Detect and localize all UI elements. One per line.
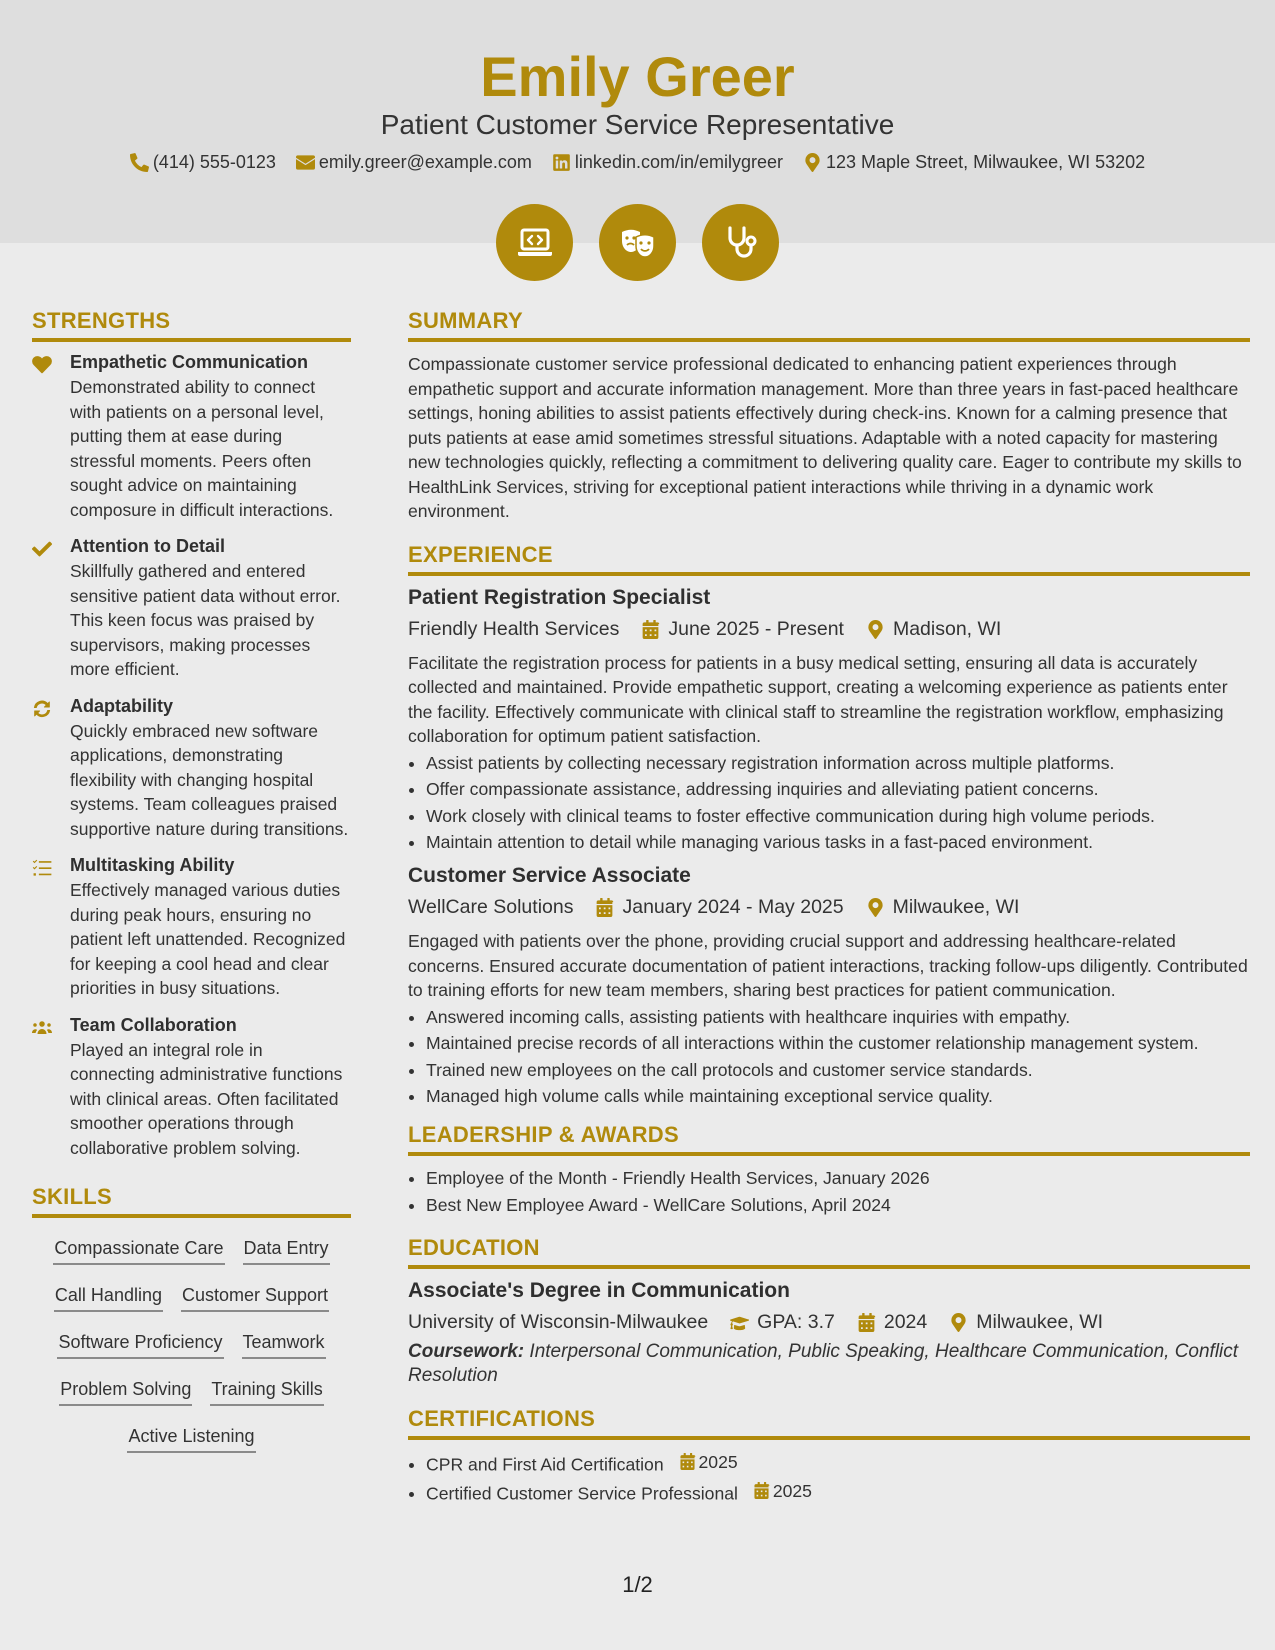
right-column [408, 308, 1250, 1515]
job-location: Milwaukee, WI [892, 896, 1020, 918]
strength-text: Played an integral role in connecting administrative functions with clinical areas. Often facilitated smoother operations through collaborative problem solving. [70, 1039, 343, 1158]
strength-item [32, 352, 351, 522]
job-bullets [408, 1005, 1250, 1109]
certifications-title: CERTIFICATIONS [408, 1406, 1250, 1440]
strengths-title: STRENGTHS [32, 308, 351, 342]
contact-linkedin[interactable] [552, 152, 783, 173]
skill-tag: Customer Support [181, 1283, 329, 1312]
theater-masks-badge [599, 204, 676, 281]
strength-text: Effectively managed various duties during peak hours, ensuring no patient left unattended. Recognized for keeping a cool head and clear priorities in busy situations. [70, 880, 346, 998]
strength-item [32, 1015, 351, 1161]
graduation-year: 2024 [883, 1310, 928, 1333]
map-marker-icon [866, 898, 885, 917]
skill-tag: Teamwork [242, 1330, 326, 1359]
job-title: Customer Service Associate [408, 864, 691, 887]
job-entry [408, 586, 1250, 855]
calendar-icon [857, 1313, 876, 1332]
job-location: Madison, WI [892, 617, 1002, 640]
skill-tag: Data Entry [243, 1236, 330, 1265]
page-number: 1/2 [622, 1572, 653, 1597]
job-bullet: • Maintained precise records of all interactions within the customer relationship management system. [426, 1031, 1250, 1055]
calendar-icon [595, 898, 614, 917]
map-marker-icon [866, 620, 885, 639]
job-meta [408, 618, 1250, 641]
award-item: • Best New Employee Award - WellCare Solutions, April 2024 [426, 1193, 1250, 1217]
tasks-icon [32, 858, 52, 878]
coursework-text: Interpersonal Communication, Public Speaking, Healthcare Communication, Conflict Resolution [408, 1340, 1239, 1386]
contact-phone[interactable] [130, 152, 276, 173]
job-description: Facilitate the registration process for patients in a busy medical setting, ensuring all data is accurately collected and maintained. Provide empathetic support, creating a welcoming experience as patients enter the facility. Effectively communicate with clinical staff to streamline the registration workflow, emphasizing collaboration for optimum patient satisfaction. [408, 652, 1228, 746]
strength-title: Multitasking Ability [70, 855, 235, 875]
email-text: emily.greer@example.com [318, 152, 532, 172]
awards-list [408, 1166, 1250, 1217]
coursework-label: Coursework: [408, 1340, 525, 1362]
laptop-code-badge [496, 204, 573, 281]
education-meta [408, 1311, 1250, 1334]
strength-item [32, 696, 351, 842]
skill-tag: Problem Solving [59, 1377, 192, 1406]
strength-text: Quickly embraced new software applications, demonstrating flexibility with changing hospital systems. Team colleagues praised supportive nature during transitions. [70, 720, 349, 839]
skill-tag: Active Listening [127, 1424, 255, 1453]
phone-text: (414) 555-0123 [152, 152, 276, 172]
skills-list [32, 1232, 351, 1453]
phone-icon [130, 153, 149, 172]
certification-date [753, 1479, 812, 1503]
contact-bar [0, 152, 1275, 173]
job-bullet: • Managed high volume calls while maintaining exceptional service quality. [426, 1084, 1250, 1108]
certification-item [426, 1450, 1250, 1477]
strength-title: Adaptability [70, 695, 174, 716]
map-marker-icon [803, 153, 822, 172]
strength-title: Empathetic Communication [70, 352, 309, 372]
strength-title: Team Collaboration [70, 1014, 237, 1035]
badge-row [0, 204, 1275, 281]
contact-email[interactable] [296, 152, 532, 173]
school-location: Milwaukee, WI [976, 1310, 1104, 1333]
coursework [408, 1340, 1250, 1388]
address-text: 123 Maple Street, Milwaukee, WI 53202 [826, 152, 1146, 172]
education-title: EDUCATION [408, 1235, 1250, 1269]
left-column [32, 308, 351, 1453]
envelope-icon [296, 153, 315, 172]
degree-title: Associate's Degree in Communication [408, 1278, 790, 1302]
calendar-icon [641, 620, 660, 639]
check-icon [32, 539, 52, 559]
sync-icon [32, 699, 52, 719]
users-icon [32, 1018, 52, 1038]
job-entry [408, 864, 1250, 1108]
job-dates: January 2024 - May 2025 [622, 896, 844, 918]
graduation-cap-icon [730, 1313, 749, 1332]
calendar-icon [753, 1482, 770, 1499]
award-item: • Employee of the Month - Friendly Health Services, January 2026 [426, 1166, 1250, 1190]
skill-tag: Software Proficiency [57, 1330, 223, 1359]
job-description: Engaged with patients over the phone, providing crucial support and addressing healthcare-related concerns. Ensured accurate documentation of patient interactions, tracking follow-ups diligently. Contributed to training efforts for new team members, sharing best practices for patient communication. [408, 931, 1248, 1000]
awards-title: LEADERSHIP & AWARDS [408, 1122, 1250, 1156]
job-bullet: • Trained new employees on the call protocols and customer service standards. [426, 1058, 1250, 1082]
job-meta [408, 896, 1250, 919]
certification-name: Certified Customer Service Professional [426, 1483, 738, 1503]
calendar-icon [679, 1453, 696, 1470]
laptop-code-icon [515, 223, 555, 263]
skill-tag: Compassionate Care [53, 1236, 224, 1265]
job-bullets [408, 751, 1250, 855]
job-bullet: • Answered incoming calls, assisting patients with healthcare inquiries with empathy. [426, 1005, 1250, 1029]
strength-text: Skillfully gathered and entered sensitive patient data without error. This keen focus was praised by supervisors, making processes more efficient. [70, 561, 341, 679]
summary-text: Compassionate customer service professional dedicated to enhancing patient experiences through empathetic support and accurate information management. More than three years in fast-paced healthcare settings, honing abilities to assist patients effectively during check-ins. Known for a calming presence that puts patients at ease amid sometimes stressful situations. Adaptable with a noted capacity for mastering new technologies quickly, reflecting a commitment to delivering quality care. Eager to contribute my skills to HealthLink Services, striving for exceptional patient interactions while thriving in a dynamic work environment. [408, 354, 1242, 521]
job-dates: June 2025 - Present [668, 617, 844, 640]
map-marker-icon [949, 1313, 968, 1332]
strength-title: Attention to Detail [70, 536, 225, 556]
strength-item [32, 855, 351, 1001]
stethoscope-badge [702, 204, 779, 281]
job-bullet: • Assist patients by collecting necessary registration information across multiple platforms. [426, 751, 1250, 775]
job-company: Friendly Health Services [408, 617, 620, 640]
stethoscope-icon [721, 223, 761, 263]
job-title: Patient Registration Specialist [408, 585, 711, 609]
contact-address [803, 152, 1145, 173]
certifications-list [408, 1450, 1250, 1506]
job-bullet: • Offer compassionate assistance, addressing inquiries and alleviating patient concerns. [426, 777, 1250, 801]
job-bullet: • Maintain attention to detail while managing various tasks in a fast-paced environment. [426, 830, 1250, 854]
candidate-role: Patient Customer Service Representative [380, 109, 895, 140]
skill-tag: Call Handling [54, 1283, 163, 1312]
certification-year: 2025 [772, 1480, 812, 1501]
gpa: GPA: 3.7 [757, 1310, 835, 1333]
experience-title: EXPERIENCE [408, 542, 1250, 576]
certification-item [426, 1479, 1250, 1506]
certification-date [679, 1450, 738, 1474]
job-bullet: • Work closely with clinical teams to foster effective communication during high volume periods. [426, 804, 1250, 828]
strength-text: Demonstrated ability to connect with patients on a personal level, putting them at ease during stressful moments. Peers often sought advice on maintaining composure in difficult interactions. [70, 377, 334, 520]
heart-icon [32, 355, 52, 375]
linkedin-icon [552, 153, 571, 172]
certification-name: CPR and First Aid Certification [426, 1454, 664, 1474]
skill-tag: Training Skills [210, 1377, 323, 1406]
strength-item [32, 536, 351, 682]
job-company: WellCare Solutions [408, 896, 574, 918]
certification-year: 2025 [698, 1451, 738, 1472]
theater-masks-icon [618, 223, 658, 263]
skills-title: SKILLS [32, 1184, 351, 1218]
linkedin-text: linkedin.com/in/emilygreer [574, 152, 784, 172]
summary-title: SUMMARY [408, 308, 1250, 342]
candidate-name: Emily Greer [480, 45, 795, 108]
school-name: University of Wisconsin-Milwaukee [408, 1310, 709, 1333]
